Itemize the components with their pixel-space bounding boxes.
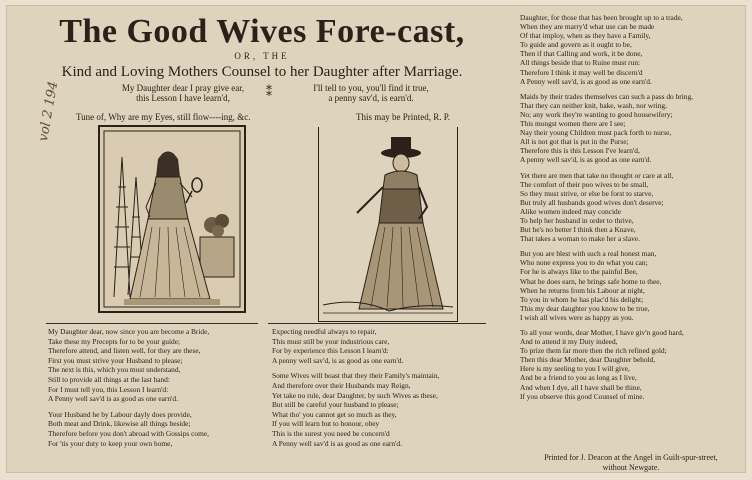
handwritten-note: vol 2 194 — [36, 80, 62, 143]
stanza: Some Wives will boast that they their Family's maintain, And therefore over their Husbands may Reign, Yet take no rule, dear Daughter, by such Wives as these, But still be careful your husband to please; What tho' you cannot get so much as they, If you will learn but to honour, obey This is the surest you need be concern'd A Penny well sav'd is as good as one earn'd. — [272, 371, 440, 448]
woodcut-woman-in-hat — [318, 127, 458, 322]
stanza: To all your words, dear Mother, I have giv'n good hard, And to attend it my Duty indeed, To prize them far more then the rich refined gold; Then this dear Mother, dear Daughter behold, Here is my seeling to you I will give, And be a friend to you as long as I live, And when I dye, all I have shall be thine, If you observe this good Counsel of mine. — [520, 328, 684, 401]
stanza: But you are blest with such a real honest man, Who none express you to do what you can; For he is always like to the painful Bee, What he does earn, he brings safe home to thee, When he returns from his Labour at night, To you in whom he has plac'd his delight; This my dear daughter you know to be true, I wish all wives were as happy as you. — [520, 249, 662, 322]
stanza: Daughter, for those that has been brought up to a trade, When they are marry'd what use can be made Of that imploy, when as they have a Family, To guide and govern as it ought to be, Then if that Calling and work, it be done, All things beside that to Ruine must run: Therefore I think it may well be discern'd A Penny well sav'd, is as good as one earn'd. — [520, 13, 683, 86]
stanza: My Daughter dear, now since you are become a Bride, Take these my Precepts for to be your guide; Therefore attend, and listen well, for they are these, First you must strive your Husband to please; The next is this, which you must understand, Still to provide all things at the last hand: For I must tell you, this Lesson I learn'd: A Penny well sav'd is as good as one earn'd. — [48, 327, 210, 404]
printer-imprint: Printed for J. Deacon at the Angel in Guilt-spur-street, without Newgate. — [544, 453, 718, 472]
stanza: Maids by their trades themselves can such a pass do bring, That they can neither knit, bake, wash, nor wring, No; any work they're wanting to good housewifery; This mongst women there are I see; Nay their young Children must pack forth to nurse, All is not got that is put in the Purse; Therefore this is this Lesson I've learn'd, A penny well sav'd, is as good as one earn'd. — [520, 91, 694, 165]
tune-line: Tune of, Why are my Eyes, still flow----ing, &c. — [76, 112, 251, 122]
license-line: This may be Printed, R. P. — [356, 112, 450, 122]
woodcut-lady-illustration — [100, 127, 244, 311]
verse-column-2 — [272, 327, 486, 448]
woodcut-lady-with-fan — [98, 125, 246, 313]
woodcut-woman-illustration — [319, 127, 457, 321]
verse-column-3 — [520, 13, 742, 401]
or-line: OR, THE — [234, 51, 290, 61]
stanza: Your Husband he by Labour dayly does provide, Both meat and Drink, likewise all things beside; Therefore before you don't abroad with Gossips come, For 'tis your duty to keep your own home, — [48, 409, 210, 448]
broadside-title: The Good Wives Fore-cast, — [59, 13, 465, 50]
stanza: Expecting needful always to repair, This must still be your industrious care, For by experience this Lesson I learn'd: A penny well sav'd, is as good as one earn'd. — [272, 327, 404, 365]
intro-left: My Daughter dear I pray give ear, this Lesson I have learn'd, — [121, 83, 245, 103]
verse-column-1 — [48, 327, 260, 448]
intro-right: I'll tell to you, you'll find it true, a penny sav'd, is earn'd. — [313, 83, 429, 103]
stanza: Yet there are men that take no thought or care at all, The comfort of their poo wives to be small, So they must strive, or else be forst to starve, But truly all husbands good wives don't deserve; Alike women indeed may concide To help her husband in order to thrive, But he's no better I think then a Knave, That takes a woman to make her a slave. — [520, 170, 674, 244]
intro-brace: ⁑ — [266, 85, 272, 99]
column-divider-left — [46, 323, 258, 324]
broadside-sheet — [6, 5, 746, 473]
column-divider-middle — [268, 323, 486, 324]
broadside-subtitle: Kind and Loving Mothers Counsel to her Daughter after Marriage. — [61, 64, 463, 80]
